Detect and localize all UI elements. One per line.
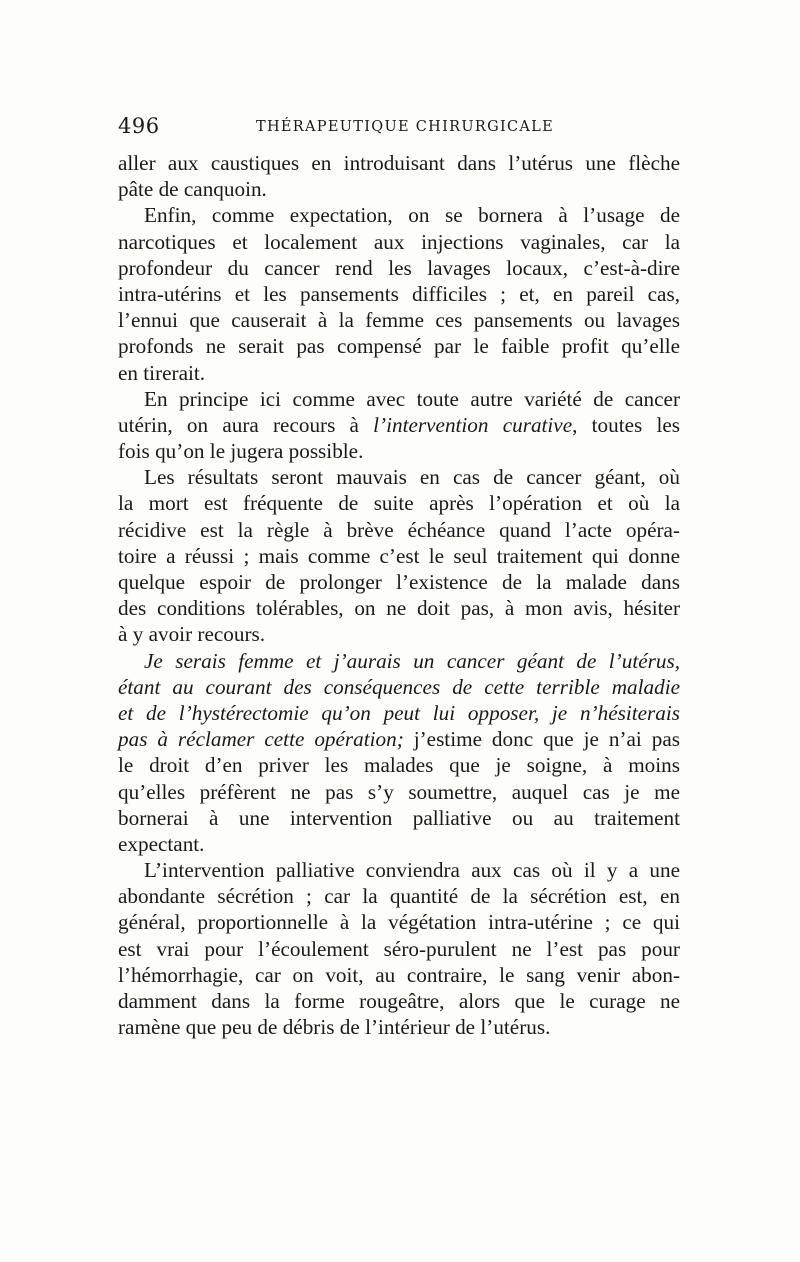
paragraph-start-line: En principe ici comme avec toute autre variété de cancer [144,386,680,411]
text-line: quelque espoir de prolonger l’existence de la malade dans [118,570,680,594]
text-line: abondante sécrétion ; car la quantité de la sécrétion est, en [118,884,680,909]
text-line: toire a réussi ; mais comme c’est le seul traitement qui donne [118,543,680,568]
text-line: expectant. [118,831,205,856]
text-line: est vrai pour l’écoulement séro-purulent ne l’est pas pour [118,936,680,961]
text-line: profonds ne serait pas compensé par le faible profit qu’elle [118,334,680,359]
text-line: qu’elles préfèrent ne pas s’y soumettre, auquel cas je me [118,779,680,804]
text-line: général, proportionnelle à la végétation intra-utérine ; ce qui [118,910,680,935]
text-line: en tirerait. [118,360,206,385]
text-line: l’hémorrhagie, car on voit, au contraire, le sang venir abon- [118,962,680,987]
text-line: récidive est la règle à brève échéance quand l’acte opéra- [118,517,680,542]
italic-phrase: l’intervention curative [373,412,573,437]
text-line: narcotiques et localement aux injections vaginales, car la [118,229,680,254]
text-line: le droit d’en priver les malades que je soigne, à moins [118,753,680,778]
text-line: intra-utérins et les pansements difficiles ; et, en pareil cas, [118,281,680,306]
text-line: pas à réclamer cette opération; j’estime donc que je n’ai pas [118,727,680,752]
text-line: pâte de canquoin. [118,177,267,202]
italic-text-line: et de l’hystérectomie qu’on peut lui opposer, je n’hésiterais [118,700,680,725]
text-line: bornerai à une intervention palliative ou au traitement [118,805,680,830]
body-text [118,150,680,1040]
italic-paragraph-start-line: Je serais femme et j’aurais un cancer géant de l’utérus, [144,648,680,673]
paragraph-start-line: L’intervention palliative conviendra aux cas où il y a une [144,858,680,883]
text-line: ramène que peu de débris de l’intérieur de l’utérus. [118,1015,551,1040]
text-line: fois qu’on le jugera possible. [118,439,364,464]
text-line: la mort est fréquente de suite après l’opération et où la [118,491,680,516]
text-line: à y avoir recours. [118,622,266,647]
text-line: l’ennui que causerait à la femme ces pansements ou lavages [118,308,680,333]
text-line: damment dans la forme rougeâtre, alors que le curage ne [118,989,680,1013]
header-title: THÉRAPEUTIQUE CHIRURGICALE [256,119,554,135]
italic-text-line: étant au courant des conséquences de cette terrible maladie [118,674,680,699]
text-line: aller aux caustiques en introduisant dans l’utérus une flèche [118,151,680,175]
text-line: profondeur du cancer rend les lavages locaux, c’est-à-dire [118,255,680,280]
text-line: des conditions tolérables, on ne doit pas, à mon avis, hésiter [118,596,680,621]
running-head [118,114,680,144]
paragraph-start-line: Les résultats seront mauvais en cas de cancer géant, où [144,465,680,490]
italic-phrase: pas à réclamer cette opération; [118,727,404,752]
page-number: 496 [118,114,160,138]
paragraph-start-line: Enfin, comme expectation, on se bornera à l’usage de [144,203,680,228]
text-line: utérin, on aura recours à l’intervention curative, toutes les [118,412,680,437]
